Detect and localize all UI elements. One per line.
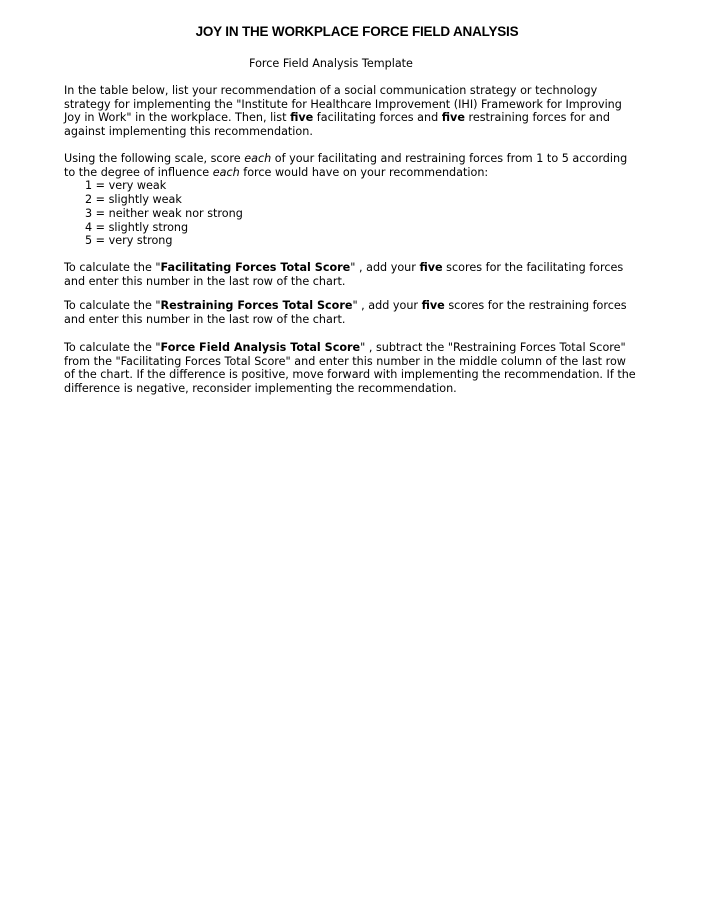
paragraph-text: of your facilitating and restraining forces from 1 to 5 according to the degree of influence (64, 152, 628, 179)
document-subtitle: Force Field Analysis Template (249, 57, 413, 70)
paragraph-text: " , add your (350, 261, 420, 274)
scale-paragraph (64, 152, 639, 248)
paragraph-text: restraining forces for and against implementing this recommendation. (64, 111, 610, 139)
paragraph-text: " , add your (352, 299, 422, 312)
emphasis-five: five (419, 261, 443, 274)
paragraph-text: To calculate the " (64, 261, 161, 274)
total-score-term: Force Field Analysis Total Score (160, 341, 361, 354)
facilitating-score-paragraph (64, 261, 639, 288)
instructions-paragraph (64, 84, 639, 139)
emphasis-five: five (290, 111, 314, 125)
scale-item: 4 = slightly strong (85, 220, 189, 234)
paragraph-text: To calculate the " (64, 299, 161, 312)
paragraph-text: force would have on your recommendation: (239, 165, 489, 179)
restraining-score-term: Restraining Forces Total Score (160, 299, 353, 312)
paragraph-text: In the table below, list your recommendation of a social communication strategy or technology strategy for implementing the "Institute for Healthcare Improvement (IHI) Framework for Improving Joy in Work" in the workplace. Then, list (64, 84, 622, 125)
scale-item: 2 = slightly weak (85, 193, 182, 207)
paragraph-text: To calculate the " (64, 341, 161, 354)
paragraph-text: scores for the restraining forces and enter this number in the last row of the chart. (64, 299, 627, 326)
scale-list (64, 179, 639, 248)
emphasis-each: each (244, 152, 272, 165)
paragraph-text: " , subtract the "Restraining Forces Total Score" from the "Facilitating Forces Total Score" and enter this number in the middle column of the last row of the chart. If the difference is positive, move forward with implementing the recommendation. If the difference is negative, reconsider implementing the recommendation. (64, 341, 636, 396)
scale-item: 1 = very weak (85, 179, 167, 193)
total-score-paragraph (64, 341, 639, 396)
emphasis-five: five (421, 299, 445, 312)
emphasis-each: each (212, 165, 240, 179)
scale-item: 3 = neither weak nor strong (85, 206, 243, 220)
scale-item: 5 = very strong (85, 234, 173, 248)
paragraph-text: scores for the facilitating forces and enter this number in the last row of the chart. (64, 261, 624, 288)
paragraph-text: facilitating forces and (313, 111, 442, 125)
facilitating-score-term: Facilitating Forces Total Score (160, 261, 351, 274)
restraining-score-paragraph (64, 299, 639, 326)
emphasis-five: five (441, 111, 465, 125)
document-title: JOY IN THE WORKPLACE FORCE FIELD ANALYSIS (195, 24, 519, 39)
paragraph-text: Using the following scale, score (64, 152, 245, 165)
